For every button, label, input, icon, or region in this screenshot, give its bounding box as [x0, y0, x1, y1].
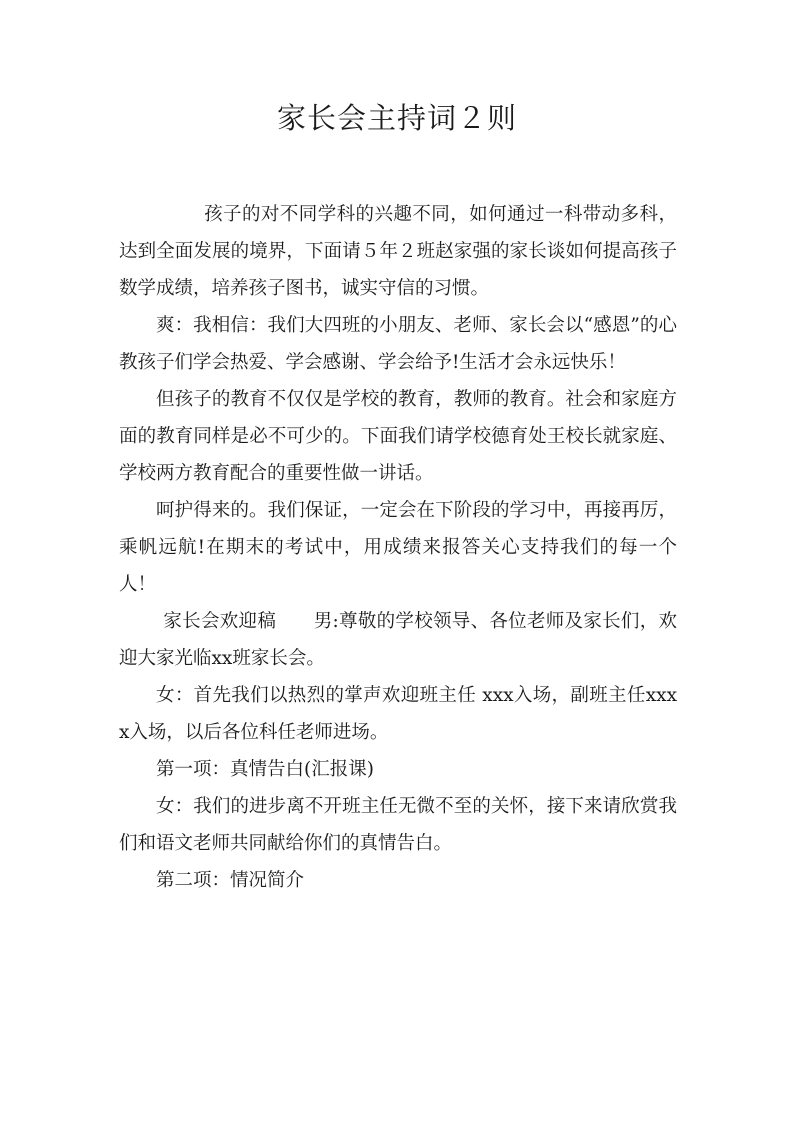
paragraph-welcome-speech: 家长会欢迎稿 男:尊敬的学校领导、各位老师及家长们，欢迎大家光临xx班家长会。: [119, 611, 677, 669]
paragraph-item-one: 第一项：真情告白(汇报课): [156, 759, 374, 780]
paragraph-heartfelt: 女：我们的进步离不开班主任无微不至的关怀，接下来请欣赏我们和语文老师共同献给你们的真情告白。: [119, 796, 677, 854]
paragraph-gratitude: 爽：我相信：我们大四班的小朋友、老师、家长会以“感恩”的心教孩子们学会热爱、学会感谢、学会给予!生活才会永远快乐！: [119, 315, 677, 373]
document-title: 家长会主持词２则: [276, 101, 517, 135]
paragraph-math-interest: 孩子的对不同学科的兴趣不同，如何通过一科带动多科，达到全面发展的境界，下面请５年２班赵家强的家长谈如何提高孩子数学成绩，培养孩子图书，诚实守信的习惯。: [119, 204, 677, 299]
document-body: [119, 196, 677, 899]
paragraph-family-education: 但孩子的教育不仅仅是学校的教育，教师的教育。社会和家庭方面的教育同样是必不可少的。下面我们请学校德育处王校长就家庭、学校两方教育配合的重要性做一讲话。: [119, 389, 677, 484]
paragraph-teachers-entrance: 女：首先我们以热烈的掌声欢迎班主任 xxx入场，副班主任xxxx入场，以后各位科任老师进场。: [119, 685, 677, 743]
paragraph-item-two: 第二项：情况简介: [156, 870, 305, 891]
paragraph-promise: 呵护得来的。我们保证，一定会在下阶段的学习中，再接再厉，乘帆远航!在期末的考试中，用成绩来报答关心支持我们的每一个人！: [119, 500, 677, 595]
